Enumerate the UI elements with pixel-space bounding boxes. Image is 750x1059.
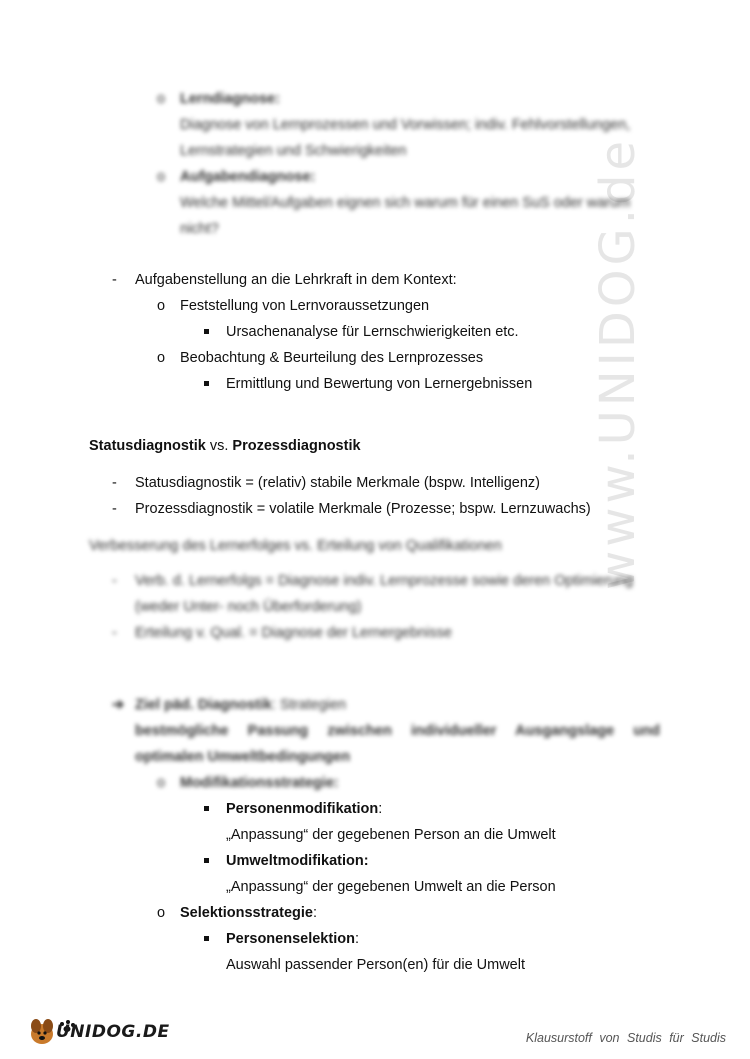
circle-bullet-icon: o — [157, 91, 166, 107]
dash-bullet-icon: - — [112, 625, 117, 641]
blurred-text: Lernstrategien und Schwierigkeiten — [180, 143, 407, 159]
dash-bullet-icon: - — [112, 573, 117, 589]
square-bullet-icon — [204, 806, 209, 811]
list-item: Prozessdiagnostik = volatile Merkmale (Prozesse; bspw. Lernzuwachs) — [135, 501, 591, 517]
blurred-item-title: Aufgabendiagnose: — [180, 169, 316, 185]
list-item: Ermittlung und Bewertung von Lernergebnissen — [226, 376, 533, 392]
list-item-text: „Anpassung“ der gegebenen Person an die Umwelt — [226, 827, 556, 843]
section-heading — [89, 436, 361, 456]
blurred-goal — [135, 695, 346, 715]
list-item — [226, 929, 359, 949]
term: Personenmodifikation — [226, 801, 379, 817]
list-item: Statusdiagnostik = (relativ) stabile Merkmale (bspw. Intelligenz) — [135, 475, 540, 491]
heading-vs: vs. — [205, 438, 233, 454]
list-item-text: „Anpassung“ der gegebenen Umwelt an die Person — [226, 879, 556, 895]
list-item: Ursachenanalyse für Lernschwierigkeiten etc. — [226, 324, 519, 340]
heading-term: Prozessdiagnostik — [232, 438, 361, 454]
footer-tagline: Klausurstoff von Studis für Studis — [525, 1031, 726, 1045]
heading-term: Statusdiagnostik — [89, 438, 206, 454]
colon: : — [378, 801, 383, 817]
blurred-heading: Verbesserung des Lernerfolges vs. Erteilung von Qualifikationen — [89, 538, 502, 554]
blurred-text: Diagnose von Lernprozessen und Vorwissen; indiv. Fehlvorstellungen, — [180, 117, 631, 133]
circle-bullet-icon: o — [157, 169, 166, 185]
blurred-text: nicht? — [180, 221, 219, 237]
watermark: www.UNIDOG.de — [590, 136, 646, 590]
blurred-text: Erteilung v. Qual. = Diagnose der Lernergebnisse — [135, 625, 452, 641]
blurred-text: (weder Unter- noch Überforderung) — [135, 599, 362, 615]
blurred-text: bestmögliche Passung zwischen individueller Ausgangslage und — [135, 723, 660, 739]
square-bullet-icon — [204, 329, 209, 334]
circle-bullet-icon: o — [157, 350, 166, 366]
circle-bullet-icon: o — [157, 298, 166, 314]
square-bullet-icon — [204, 381, 209, 386]
colon: : — [354, 931, 359, 947]
blurred-text: optimalen Umweltbedingungen — [135, 749, 351, 765]
list-item: Beobachtung & Beurteilung des Lernprozesses — [180, 350, 484, 366]
logo-text: UNIDOG.DE — [56, 1022, 170, 1042]
term: Selektionsstrategie — [180, 905, 313, 921]
circle-bullet-icon: o — [157, 775, 166, 791]
list-item — [226, 799, 382, 819]
goal-suffix: : Strategien — [271, 697, 347, 713]
blurred-item-title: Modifikationsstrategie: — [180, 775, 339, 791]
blurred-text: Verb. d. Lernerfolgs = Diagnose indiv. Lernprozesse sowie deren Optimierung — [135, 573, 634, 589]
square-bullet-icon — [204, 858, 209, 863]
list-item: Aufgabenstellung an die Lehrkraft in dem Kontext: — [135, 272, 457, 288]
blurred-text: Welche Mittel/Aufgaben eignen sich warum für einen SuS oder warum — [180, 195, 631, 211]
list-item — [180, 903, 317, 923]
blurred-item-title: Lerndiagnose: — [180, 91, 280, 107]
arrow-bullet-icon: ➔ — [112, 697, 125, 713]
list-item-text: Auswahl passender Person(en) für die Umwelt — [226, 957, 525, 973]
goal-title: Ziel päd. Diagnostik — [135, 697, 272, 713]
term: Personenselektion — [226, 931, 355, 947]
circle-bullet-icon: o — [157, 905, 166, 921]
square-bullet-icon — [204, 936, 209, 941]
list-item: Feststellung von Lernvoraussetzungen — [180, 298, 430, 314]
list-item: Umweltmodifikation: — [226, 853, 369, 869]
dash-bullet-icon: - — [112, 501, 117, 517]
colon: : — [312, 905, 318, 921]
dash-bullet-icon: - — [112, 272, 117, 288]
dash-bullet-icon: - — [112, 475, 117, 491]
